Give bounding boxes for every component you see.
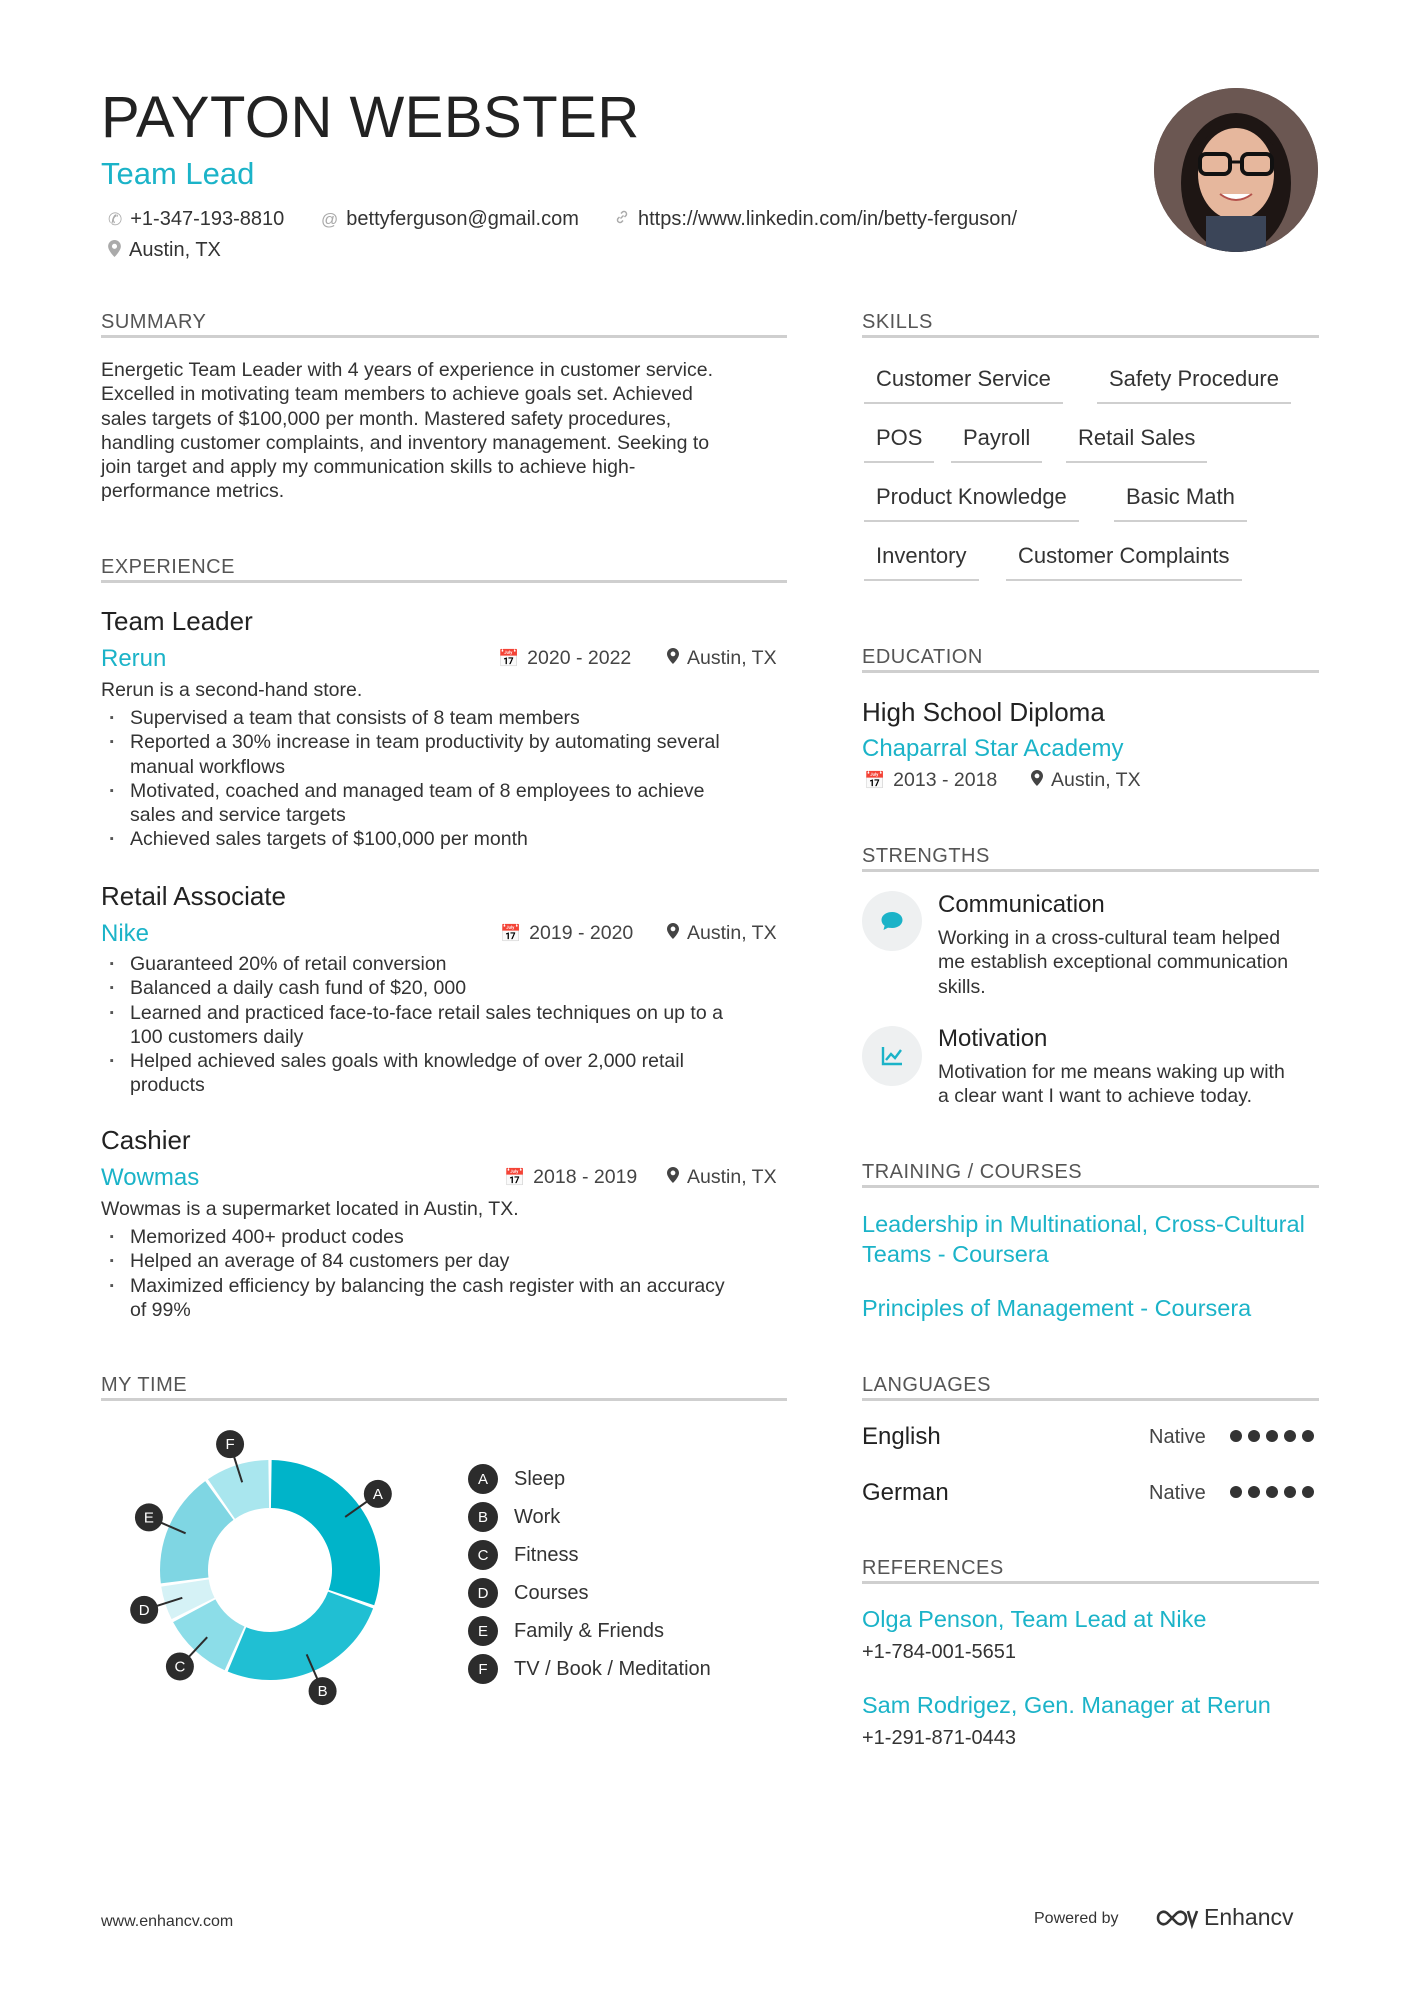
legend-item-family-friends <box>468 1616 664 1646</box>
legend-item-courses <box>468 1578 588 1608</box>
skill-tag: Product Knowledge <box>864 484 1079 522</box>
education-heading: EDUCATION <box>862 646 983 668</box>
map-pin-icon <box>1031 770 1043 791</box>
my-time-donut-chart <box>120 1420 420 1720</box>
my-time-divider <box>101 1398 787 1401</box>
job-bullet: · Balanced a daily cash fund of $20, 000 <box>101 976 787 1000</box>
skills-heading: SKILLS <box>862 311 933 333</box>
linkedin-text[interactable]: https://www.linkedin.com/in/betty-ferguson/ <box>638 208 1018 230</box>
skill-tag: Inventory <box>864 543 979 581</box>
calendar-icon: 📅 <box>498 648 520 668</box>
training-heading: TRAINING / COURSES <box>862 1161 1083 1183</box>
company-name: Wowmas <box>101 1164 200 1191</box>
legend-letter: E <box>468 1616 498 1646</box>
language-level: Native <box>1149 1482 1206 1504</box>
job-bullets <box>101 952 787 1098</box>
language-name: English <box>862 1423 941 1450</box>
company-name: Nike <box>101 920 150 947</box>
education-location-text: Austin, TX <box>1051 769 1141 791</box>
donut-label-B: B <box>317 1683 328 1701</box>
summary-divider <box>101 335 787 338</box>
calendar-icon: 📅 <box>864 770 886 790</box>
donut-label-D: D <box>138 1601 150 1619</box>
languages-divider <box>862 1398 1319 1401</box>
job-dates-text: 2018 - 2019 <box>533 1166 638 1188</box>
at-icon: @ <box>321 209 339 229</box>
languages-heading: LANGUAGES <box>862 1374 991 1396</box>
language-proficiency-dots <box>1224 1485 1314 1503</box>
job-bullets <box>101 706 787 852</box>
job-bullet: · Reported a 30% increase in team productivity by automating several manual workflows <box>101 730 787 779</box>
legend-letter: A <box>468 1464 498 1494</box>
skill-tag: Payroll <box>951 425 1042 463</box>
donut-label-C: C <box>174 1658 186 1676</box>
proficiency-dot <box>1302 1430 1314 1442</box>
legend-item-work <box>468 1502 560 1532</box>
summary-line: Energetic Team Leader with 4 years of experience in customer service. <box>101 359 714 381</box>
job-bullets <box>101 1225 787 1322</box>
email-contact[interactable] <box>321 208 579 231</box>
map-pin-icon <box>667 923 679 944</box>
job-bullet: · Maximized efficiency by balancing the cash register with an accuracy of 99% <box>101 1274 787 1323</box>
location-contact <box>108 239 221 262</box>
map-pin-icon <box>667 1167 679 1188</box>
donut-label-A: A <box>372 1485 383 1503</box>
footer-powered-by: Powered by <box>1034 1910 1119 1927</box>
strengths-divider <box>862 869 1319 872</box>
my-time-heading: MY TIME <box>101 1374 188 1396</box>
strength-description: Motivation for me means waking up with a clear want I want to achieve today. <box>938 1061 1285 1108</box>
proficiency-dot <box>1266 1430 1278 1442</box>
legend-label: TV / Book / Meditation <box>514 1657 711 1680</box>
proficiency-dot <box>1302 1486 1314 1498</box>
candidate-title: Team Lead <box>101 156 255 191</box>
legend-item-tv-book-meditation <box>468 1654 711 1684</box>
donut-label-E: E <box>143 1509 154 1527</box>
job-location-text: Austin, TX <box>687 647 777 669</box>
reference-phone: +1-291-871-0443 <box>862 1727 1017 1749</box>
job-bullet: · Achieved sales targets of $100,000 per month <box>101 827 787 851</box>
proficiency-dot <box>1266 1486 1278 1498</box>
strength-title: Motivation <box>938 1025 1048 1052</box>
job-bullet: · Memorized 400+ product codes <box>101 1225 787 1249</box>
candidate-name: PAYTON WEBSTER <box>101 85 640 150</box>
language-level: Native <box>1149 1426 1206 1448</box>
phone-text: +1-347-193-8810 <box>130 208 285 230</box>
skill-tag: Customer Complaints <box>1006 543 1242 581</box>
summary-line: handling customer complaints, and inventory management. Seeking to <box>101 431 710 454</box>
strength-title: Communication <box>938 891 1105 918</box>
job-location <box>667 922 777 945</box>
calendar-icon: 📅 <box>504 1167 526 1187</box>
school-name: Chaparral Star Academy <box>862 735 1124 762</box>
job-dates <box>504 1166 637 1189</box>
skill-tag: Basic Math <box>1114 484 1247 522</box>
job-dates <box>498 647 631 670</box>
job-location-text: Austin, TX <box>687 922 777 944</box>
legend-letter: C <box>468 1540 498 1570</box>
email-text[interactable]: bettyferguson@gmail.com <box>346 208 579 230</box>
summary-line: Excelled in motivating team members to achieve goals set. Achieved <box>101 383 693 406</box>
legend-item-fitness <box>468 1540 578 1570</box>
company-name: Rerun <box>101 645 167 672</box>
growth-chart-icon <box>862 1026 922 1086</box>
phone-contact <box>108 208 284 231</box>
summary-heading: SUMMARY <box>101 311 207 333</box>
map-pin-icon <box>667 648 679 669</box>
strength-description: Working in a cross-cultural team helped me establish exceptional communication skills. <box>938 927 1289 998</box>
company-description: Rerun is a second-hand store. <box>101 679 363 701</box>
proficiency-dot <box>1230 1430 1242 1442</box>
job-title: Cashier <box>101 1125 191 1155</box>
strengths-heading: STRENGTHS <box>862 845 990 867</box>
legend-letter: D <box>468 1578 498 1608</box>
job-bullet: · Guaranteed 20% of retail conversion <box>101 952 787 976</box>
reference-phone: +1-784-001-5651 <box>862 1641 1017 1663</box>
calendar-icon: 📅 <box>500 923 522 943</box>
legend-item-sleep <box>468 1464 565 1494</box>
job-dates <box>500 922 633 945</box>
job-bullet: · Motivated, coached and managed team of 8 employees to achieve sales and service targets <box>101 779 787 828</box>
education-location <box>1031 769 1141 792</box>
legend-letter: F <box>468 1654 498 1684</box>
job-title: Team Leader <box>101 606 253 636</box>
skills-divider <box>862 335 1319 338</box>
job-bullet: · Supervised a team that consists of 8 team members <box>101 706 787 730</box>
job-location <box>667 647 777 670</box>
references-heading: REFERENCES <box>862 1557 1004 1579</box>
proficiency-dot <box>1284 1430 1296 1442</box>
education-divider <box>862 670 1319 673</box>
enhancv-logo-icon <box>1154 1906 1200 1930</box>
language-name: German <box>862 1479 949 1506</box>
skill-tag: Customer Service <box>864 366 1063 404</box>
legend-label: Fitness <box>514 1543 579 1566</box>
job-bullet: · Helped an average of 84 customers per day <box>101 1249 787 1273</box>
summary-line: join target and apply my communication skills to achieve high- <box>101 456 636 479</box>
education-dates-text: 2013 - 2018 <box>893 769 998 791</box>
job-bullet: · Learned and practiced face-to-face retail sales techniques on up to a 100 customers daily <box>101 1001 787 1050</box>
references-divider <box>862 1581 1319 1584</box>
language-proficiency-dots <box>1224 1429 1314 1447</box>
phone-icon: ✆ <box>108 209 123 229</box>
skill-tag: Retail Sales <box>1066 425 1207 463</box>
reference-name: Sam Rodrigez, Gen. Manager at Rerun <box>862 1692 1271 1718</box>
job-dates-text: 2019 - 2020 <box>529 922 634 944</box>
reference-name: Olga Penson, Team Lead at Nike <box>862 1606 1207 1632</box>
degree-title: High School Diploma <box>862 697 1105 727</box>
job-location <box>667 1166 777 1189</box>
footer-website[interactable]: www.enhancv.com <box>101 1913 234 1930</box>
enhancv-logo-text: Enhancv <box>1204 1904 1294 1930</box>
summary-line: sales targets of $100,000 per month. Mastered safety procedures, <box>101 407 672 430</box>
job-location-text: Austin, TX <box>687 1166 777 1188</box>
training-divider <box>862 1185 1319 1188</box>
map-pin-icon <box>108 240 121 262</box>
summary-line: performance metrics. <box>101 480 285 503</box>
company-description: Wowmas is a supermarket located in Austin, TX. <box>101 1198 519 1220</box>
proficiency-dot <box>1230 1486 1242 1498</box>
chat-bubble-icon <box>862 891 922 951</box>
proficiency-dot <box>1248 1430 1260 1442</box>
legend-label: Family & Friends <box>514 1619 665 1642</box>
training-item: Principles of Management - Coursera <box>862 1295 1252 1321</box>
profile-photo <box>1154 88 1318 252</box>
job-title: Retail Associate <box>101 881 286 911</box>
link-icon <box>614 209 630 230</box>
legend-letter: B <box>468 1502 498 1532</box>
enhancv-logo[interactable] <box>1154 1904 1294 1931</box>
job-dates-text: 2020 - 2022 <box>527 647 632 669</box>
summary-text <box>101 358 787 504</box>
donut-slice-B <box>228 1592 373 1680</box>
proficiency-dot <box>1248 1486 1260 1498</box>
skill-tag: POS <box>864 425 934 463</box>
legend-label: Courses <box>514 1581 589 1604</box>
skill-tag: Safety Procedure <box>1097 366 1291 404</box>
experience-divider <box>101 580 787 583</box>
training-item: Leadership in Multinational, Cross-Cultural Teams - Coursera <box>862 1211 1305 1267</box>
job-bullet: · Helped achieved sales goals with knowledge of over 2,000 retail products <box>101 1049 787 1098</box>
donut-slice-A <box>271 1460 380 1605</box>
donut-label-F: F <box>225 1436 235 1454</box>
proficiency-dot <box>1284 1486 1296 1498</box>
legend-label: Sleep <box>514 1467 566 1490</box>
legend-label: Work <box>514 1505 561 1528</box>
location-text: Austin, TX <box>129 239 221 261</box>
experience-heading: EXPERIENCE <box>101 556 235 578</box>
education-dates <box>864 769 997 792</box>
linkedin-contact[interactable] <box>614 208 1017 231</box>
